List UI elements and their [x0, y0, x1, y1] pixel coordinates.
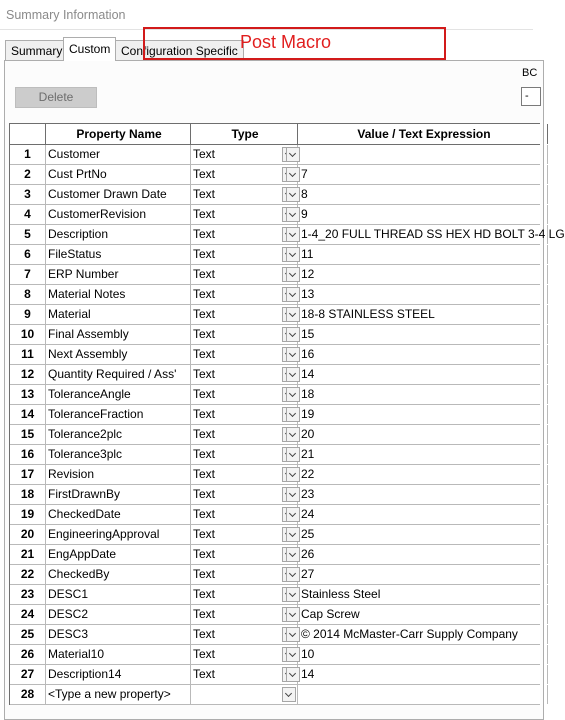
value-cell[interactable]: Stainless Steel: [298, 585, 548, 604]
table-row[interactable]: [10, 425, 540, 445]
property-name-cell[interactable]: DESC3: [46, 625, 191, 644]
type-cell[interactable]: Text: [191, 545, 298, 564]
property-name-cell[interactable]: ToleranceAngle: [46, 385, 191, 404]
value-dropdown-arrow-icon[interactable]: [286, 507, 300, 522]
property-name-cell[interactable]: DESC1: [46, 585, 191, 604]
value-dropdown-arrow-icon[interactable]: [286, 567, 300, 582]
table-row[interactable]: [10, 345, 540, 365]
type-cell[interactable]: Text: [191, 305, 298, 324]
table-row[interactable]: [10, 605, 540, 625]
value-dropdown-arrow-icon[interactable]: [286, 347, 300, 362]
type-cell[interactable]: Text: [191, 205, 298, 224]
value-cell[interactable]: 15: [298, 325, 548, 344]
type-cell[interactable]: Text: [191, 345, 298, 364]
value-cell[interactable]: 14: [298, 365, 548, 384]
value-cell[interactable]: [298, 145, 548, 164]
tab-summary[interactable]: Summary: [5, 40, 68, 60]
value-cell[interactable]: 26: [298, 545, 548, 564]
value-cell[interactable]: 7: [298, 165, 548, 184]
table-row[interactable]: [10, 305, 540, 325]
table-row[interactable]: [10, 185, 540, 205]
row-number[interactable]: 6: [10, 245, 46, 264]
table-row[interactable]: [10, 465, 540, 485]
annotation-label: Post Macro: [240, 32, 332, 52]
row-number[interactable]: 3: [10, 185, 46, 204]
property-name-cell[interactable]: CustomerRevision: [46, 205, 191, 224]
row-number[interactable]: 5: [10, 225, 46, 244]
table-row[interactable]: [10, 565, 540, 585]
table-row[interactable]: [10, 585, 540, 605]
table-row[interactable]: [10, 245, 540, 265]
value-dropdown-arrow-icon[interactable]: [286, 227, 300, 242]
value-dropdown-arrow-icon[interactable]: [286, 287, 300, 302]
property-name-cell[interactable]: ToleranceFraction: [46, 405, 191, 424]
value-dropdown-arrow-icon[interactable]: [286, 487, 300, 502]
row-number[interactable]: 18: [10, 485, 46, 504]
value-cell[interactable]: 25: [298, 525, 548, 544]
value-dropdown-arrow-icon[interactable]: [286, 607, 300, 622]
value-dropdown-arrow-icon[interactable]: [286, 167, 300, 182]
value-dropdown-arrow-icon[interactable]: [286, 467, 300, 482]
value-cell[interactable]: 18: [298, 385, 548, 404]
header-value[interactable]: Value / Text Expression: [298, 124, 548, 144]
table-row[interactable]: [10, 365, 540, 385]
tab-custom[interactable]: Custom: [63, 37, 116, 61]
type-cell[interactable]: Text: [191, 425, 298, 444]
table-row[interactable]: [10, 545, 540, 565]
property-name-cell[interactable]: Tolerance3plc: [46, 445, 191, 464]
table-row[interactable]: [10, 225, 565, 245]
row-number[interactable]: 20: [10, 525, 46, 544]
property-name-cell[interactable]: FirstDrawnBy: [46, 485, 191, 504]
row-number[interactable]: 9: [10, 305, 46, 324]
row-number[interactable]: 10: [10, 325, 46, 344]
type-cell[interactable]: Text: [191, 145, 298, 164]
value-cell[interactable]: 19: [298, 405, 548, 424]
value-dropdown-arrow-icon[interactable]: [286, 247, 300, 262]
value-dropdown-arrow-icon[interactable]: [286, 207, 300, 222]
value-cell[interactable]: 24: [298, 505, 548, 524]
value-cell[interactable]: 1-4_20 FULL THREAD SS HEX HD BOLT 3-4 LG: [298, 225, 548, 244]
property-name-cell[interactable]: Next Assembly: [46, 345, 191, 364]
value-cell[interactable]: 21: [298, 445, 548, 464]
row-number[interactable]: 13: [10, 385, 46, 404]
table-row[interactable]: [10, 165, 540, 185]
value-cell[interactable]: 16: [298, 345, 548, 364]
table-row[interactable]: [10, 205, 540, 225]
value-cell[interactable]: 12: [298, 265, 548, 284]
type-dropdown-arrow-icon[interactable]: [282, 687, 296, 702]
row-number[interactable]: 26: [10, 645, 46, 664]
table-row[interactable]: [10, 665, 540, 685]
row-number[interactable]: 22: [10, 565, 46, 584]
type-cell[interactable]: Text: [191, 325, 298, 344]
row-number[interactable]: 25: [10, 625, 46, 644]
row-number[interactable]: 19: [10, 505, 46, 524]
table-row[interactable]: [10, 485, 540, 505]
type-cell[interactable]: Text: [191, 365, 298, 384]
value-cell[interactable]: 18-8 STAINLESS STEEL: [298, 305, 548, 324]
property-name-cell[interactable]: Description: [46, 225, 191, 244]
value-dropdown-arrow-icon[interactable]: [286, 447, 300, 462]
value-cell[interactable]: 9: [298, 205, 548, 224]
properties-table: [9, 123, 565, 705]
row-number[interactable]: 7: [10, 265, 46, 284]
table-row[interactable]: [10, 385, 540, 405]
row-number[interactable]: 11: [10, 345, 46, 364]
table-row[interactable]: [10, 625, 540, 645]
value-cell[interactable]: 11: [298, 245, 548, 264]
property-name-cell[interactable]: Material10: [46, 645, 191, 664]
row-number[interactable]: 23: [10, 585, 46, 604]
property-name-cell[interactable]: Quantity Required / Ass': [46, 365, 191, 384]
value-cell[interactable]: 23: [298, 485, 548, 504]
type-cell[interactable]: Text: [191, 265, 298, 284]
row-number[interactable]: 4: [10, 205, 46, 224]
type-cell[interactable]: Text: [191, 225, 298, 244]
value-cell[interactable]: [298, 685, 548, 704]
row-number[interactable]: 28: [10, 685, 46, 704]
value-cell[interactable]: 14: [298, 665, 548, 684]
property-name-cell[interactable]: Cust PrtNo: [46, 165, 191, 184]
property-name-cell[interactable]: CheckedDate: [46, 505, 191, 524]
table-row[interactable]: [10, 445, 540, 465]
property-name-cell[interactable]: Final Assembly: [46, 325, 191, 344]
table-row[interactable]: [10, 525, 540, 545]
table-row[interactable]: [10, 685, 540, 705]
value-dropdown-arrow-icon[interactable]: [286, 387, 300, 402]
type-cell[interactable]: Text: [191, 185, 298, 204]
property-name-cell[interactable]: Tolerance2plc: [46, 425, 191, 444]
type-cell[interactable]: Text: [191, 405, 298, 424]
bom-quantity-select[interactable]: -: [521, 87, 541, 106]
value-dropdown-arrow-icon[interactable]: [286, 187, 300, 202]
header-property-name[interactable]: Property Name: [46, 124, 191, 144]
value-cell[interactable]: 22: [298, 465, 548, 484]
value-dropdown-arrow-icon[interactable]: [286, 587, 300, 602]
table-row[interactable]: [10, 405, 540, 425]
value-cell[interactable]: 13: [298, 285, 548, 304]
type-cell[interactable]: Text: [191, 525, 298, 544]
type-cell[interactable]: Text: [191, 605, 298, 624]
table-row[interactable]: [10, 645, 540, 665]
type-cell[interactable]: Text: [191, 245, 298, 264]
property-name-cell[interactable]: EngineeringApproval: [46, 525, 191, 544]
type-cell[interactable]: Text: [191, 565, 298, 584]
value-dropdown-arrow-icon[interactable]: [286, 367, 300, 382]
type-cell[interactable]: Text: [191, 465, 298, 484]
delete-button[interactable]: Delete: [15, 87, 97, 108]
value-cell[interactable]: Cap Screw: [298, 605, 548, 624]
value-dropdown-arrow-icon[interactable]: [286, 547, 300, 562]
tab-configuration-specific[interactable]: Configuration Specific: [115, 40, 244, 60]
header-row-number[interactable]: [10, 124, 46, 144]
property-name-cell[interactable]: Material Notes: [46, 285, 191, 304]
row-number[interactable]: 12: [10, 365, 46, 384]
property-name-cell[interactable]: ERP Number: [46, 265, 191, 284]
value-cell[interactable]: 10: [298, 645, 548, 664]
type-cell[interactable]: Text: [191, 385, 298, 404]
type-cell[interactable]: Text: [191, 665, 298, 684]
header-type[interactable]: Type: [191, 124, 298, 144]
property-name-cell[interactable]: Customer: [46, 145, 191, 164]
value-dropdown-arrow-icon[interactable]: [286, 407, 300, 422]
row-number[interactable]: 27: [10, 665, 46, 684]
value-cell[interactable]: © 2014 McMaster-Carr Supply Company: [298, 625, 548, 644]
value-dropdown-arrow-icon[interactable]: [286, 327, 300, 342]
value-cell[interactable]: 27: [298, 565, 548, 584]
table-row[interactable]: [10, 145, 540, 165]
property-name-cell[interactable]: Customer Drawn Date: [46, 185, 191, 204]
row-number[interactable]: 15: [10, 425, 46, 444]
type-cell[interactable]: Text: [191, 625, 298, 644]
property-name-cell[interactable]: DESC2: [46, 605, 191, 624]
row-number[interactable]: 14: [10, 405, 46, 424]
bom-quantity-label: BC: [522, 67, 538, 79]
type-cell[interactable]: Text: [191, 505, 298, 524]
row-number[interactable]: 17: [10, 465, 46, 484]
property-name-cell[interactable]: Material: [46, 305, 191, 324]
property-name-cell[interactable]: FileStatus: [46, 245, 191, 264]
value-dropdown-arrow-icon[interactable]: [286, 667, 300, 682]
value-dropdown-arrow-icon[interactable]: [286, 147, 300, 162]
row-number[interactable]: 2: [10, 165, 46, 184]
row-number[interactable]: 8: [10, 285, 46, 304]
type-cell[interactable]: Text: [191, 445, 298, 464]
property-name-cell[interactable]: EngAppDate: [46, 545, 191, 564]
value-dropdown-arrow-icon[interactable]: [286, 307, 300, 322]
property-name-cell[interactable]: Revision: [46, 465, 191, 484]
type-cell[interactable]: Text: [191, 165, 298, 184]
row-number[interactable]: 16: [10, 445, 46, 464]
row-number[interactable]: 1: [10, 145, 46, 164]
table-row[interactable]: [10, 285, 540, 305]
value-dropdown-arrow-icon[interactable]: [286, 427, 300, 442]
value-cell[interactable]: 8: [298, 185, 548, 204]
table-header: [10, 124, 540, 145]
type-cell[interactable]: Text: [191, 585, 298, 604]
table-row[interactable]: [10, 265, 540, 285]
table-row[interactable]: [10, 325, 540, 345]
type-cell[interactable]: Text: [191, 285, 298, 304]
value-dropdown-arrow-icon[interactable]: [286, 627, 300, 642]
row-number[interactable]: 21: [10, 545, 46, 564]
value-dropdown-arrow-icon[interactable]: [286, 267, 300, 282]
row-number[interactable]: 24: [10, 605, 46, 624]
value-cell[interactable]: 20: [298, 425, 548, 444]
value-dropdown-arrow-icon[interactable]: [286, 527, 300, 542]
value-dropdown-arrow-icon[interactable]: [286, 647, 300, 662]
table-row[interactable]: [10, 505, 540, 525]
property-name-cell[interactable]: Description14: [46, 665, 191, 684]
type-cell[interactable]: Text: [191, 645, 298, 664]
window-title: Summary Information: [6, 8, 126, 22]
property-name-cell[interactable]: <Type a new property>: [46, 685, 191, 704]
type-cell[interactable]: Text: [191, 485, 298, 504]
property-name-cell[interactable]: CheckedBy: [46, 565, 191, 584]
